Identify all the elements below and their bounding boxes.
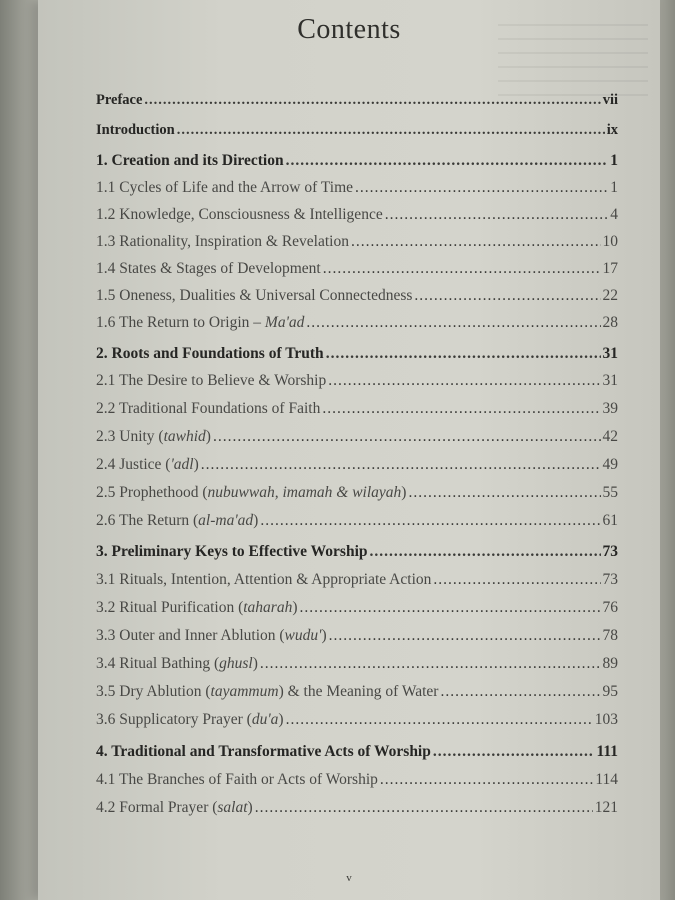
- toc-entry: [96, 399, 618, 419]
- toc-title-text: 1.3 Rationality, Inspiration & Revelation: [96, 233, 349, 250]
- toc-entry-title: [96, 90, 142, 110]
- toc-section-entry: [96, 120, 618, 140]
- dot-leader: [370, 542, 601, 562]
- toc-title-text: 4.2 Formal Prayer (: [96, 799, 218, 816]
- dot-leader: [260, 511, 600, 531]
- toc-entry: [96, 313, 618, 333]
- toc-title-italic: nubuwwah, imamah & wilayah: [207, 484, 402, 501]
- toc-entry: [96, 654, 618, 674]
- toc-entry: [96, 710, 618, 730]
- dot-leader: [255, 798, 593, 818]
- toc-entry: [96, 682, 618, 702]
- toc-page-number: 49: [602, 456, 618, 473]
- dot-leader: [201, 455, 601, 475]
- toc-entry-title: [96, 710, 284, 730]
- toc-entry-title: [96, 344, 324, 364]
- toc-entry-title: [96, 511, 258, 531]
- toc-title-text-suffix: ) & the Meaning of Water: [278, 683, 439, 700]
- toc-title-italic: tawhid: [163, 428, 206, 445]
- toc-page-number: 89: [602, 655, 618, 672]
- dot-leader: [286, 151, 609, 171]
- toc-entry-title: [96, 178, 353, 198]
- toc-entry: [96, 455, 618, 475]
- toc-page-number: 61: [602, 512, 618, 529]
- toc-title-text: 3. Preliminary Keys to Effective Worship: [96, 543, 368, 560]
- toc-entry: [96, 286, 618, 306]
- toc-section-entry: [96, 151, 618, 171]
- toc-entry-title: [96, 483, 406, 503]
- toc-title-text: 1.1 Cycles of Life and the Arrow of Time: [96, 179, 354, 196]
- toc-page-number: 42: [602, 428, 618, 445]
- toc-title-text: 3.3 Outer and Inner Ablution (: [96, 627, 285, 644]
- toc-title-text: 1. Creation and its Direction: [96, 152, 284, 169]
- dot-leader: [323, 259, 601, 279]
- toc-entry-title: [96, 455, 199, 475]
- toc-page-number: 114: [595, 771, 618, 788]
- toc-entry: [96, 371, 618, 391]
- toc-entry-title: [96, 120, 175, 140]
- toc-entry: [96, 626, 618, 646]
- toc-title-italic: 'adl: [170, 456, 194, 473]
- toc-title-italic: al-ma'ad: [198, 512, 254, 529]
- toc-entry: [96, 483, 618, 503]
- dot-leader: [144, 90, 600, 110]
- dot-leader: [213, 427, 601, 447]
- toc-page-number: 111: [596, 743, 618, 760]
- toc-title-text: 1.5 Oneness, Dualities & Universal Connectedness: [96, 287, 413, 304]
- toc-page-number: 10: [602, 233, 618, 250]
- toc-title-text: 4. Traditional and Transformative Acts of Worship: [96, 743, 431, 760]
- toc-title-text: Preface: [96, 92, 143, 108]
- dot-leader: [380, 770, 593, 790]
- toc-page-number: ix: [606, 122, 618, 138]
- dot-leader: [351, 232, 601, 252]
- toc-title-italic: du'a: [251, 711, 279, 728]
- toc-title-text: 4.1 The Branches of Faith or Acts of Worship: [96, 771, 378, 788]
- toc-entry-title: [96, 682, 438, 702]
- toc-entry: [96, 205, 618, 225]
- toc-entry-title: [96, 770, 378, 790]
- toc-page-number: 22: [602, 287, 618, 304]
- toc-title-text: 2.3 Unity (: [96, 428, 164, 445]
- toc-entry: [96, 511, 618, 531]
- dot-leader: [177, 120, 605, 140]
- toc-page-number: 1: [610, 179, 618, 196]
- toc-page-number: 17: [602, 260, 618, 277]
- toc-title-text-suffix: ): [205, 428, 211, 445]
- toc-page-number: 121: [594, 799, 618, 816]
- toc-title-text: 2.2 Traditional Foundations of Faith: [96, 400, 321, 417]
- dot-leader: [433, 570, 600, 590]
- toc-entry-title: [96, 654, 258, 674]
- toc-page-number: 39: [602, 400, 618, 417]
- toc-title-text-suffix: ): [252, 655, 258, 672]
- toc-page-number: vii: [602, 92, 618, 108]
- toc-section-entry: [96, 742, 618, 762]
- toc-title-text-suffix: ): [401, 484, 407, 501]
- toc-page-number: 1: [610, 152, 618, 169]
- toc-entry-title: [96, 399, 320, 419]
- toc-section-entry: [96, 542, 618, 562]
- dot-leader: [440, 682, 600, 702]
- toc-title-text-suffix: ): [193, 456, 199, 473]
- dot-leader: [306, 313, 600, 333]
- toc-page-number: 95: [602, 683, 618, 700]
- toc-entry: [96, 798, 618, 818]
- toc-page-number: 55: [602, 484, 618, 501]
- toc-title-italic: ghusl: [219, 655, 253, 672]
- toc-title-text: 1.6 The Return to Origin –: [96, 314, 265, 331]
- dot-leader: [433, 742, 595, 762]
- toc-entry-title: [96, 259, 321, 279]
- toc-entry-title: [96, 742, 431, 762]
- dot-leader: [385, 205, 609, 225]
- toc-entry-title: [96, 313, 304, 333]
- dot-leader: [355, 178, 608, 198]
- toc-title-text-suffix: ): [278, 711, 284, 728]
- toc-entry-title: [96, 570, 431, 590]
- toc-entry: [96, 570, 618, 590]
- page-title: Contents: [297, 14, 401, 45]
- book-page: [38, 0, 660, 900]
- toc-title-italic: salat: [217, 799, 248, 816]
- toc-title-text: 1.2 Knowledge, Consciousness & Intelligence: [96, 206, 383, 223]
- toc-title-text: 2.6 The Return (: [96, 512, 199, 529]
- toc-title-italic: tayammum: [210, 683, 279, 700]
- toc-entry: [96, 178, 618, 198]
- toc-title-text: 3.6 Supplicatory Prayer (: [96, 711, 252, 728]
- toc-title-text: Introduction: [96, 122, 175, 138]
- toc-page-number: 78: [602, 627, 618, 644]
- toc-title-italic: Ma'ad: [264, 314, 305, 331]
- toc-entry-title: [96, 205, 383, 225]
- toc-page-number: 73: [602, 543, 618, 560]
- toc-entry: [96, 232, 618, 252]
- toc-entry-title: [96, 371, 326, 391]
- toc-title-text: 3.4 Ritual Bathing (: [96, 655, 220, 672]
- toc-entry: [96, 259, 618, 279]
- toc-title-text: 2.1 The Desire to Believe & Worship: [96, 372, 327, 389]
- toc-entry-title: [96, 286, 412, 306]
- dot-leader: [300, 598, 601, 618]
- toc-title-text: 3.5 Dry Ablution (: [96, 683, 211, 700]
- toc-entry: [96, 427, 618, 447]
- toc-entry-title: [96, 626, 327, 646]
- dot-leader: [260, 654, 601, 674]
- toc-entry: [96, 598, 618, 618]
- dot-leader: [414, 286, 600, 306]
- toc-page-number: 103: [594, 711, 618, 728]
- dot-leader: [286, 710, 593, 730]
- toc-title-text: 2. Roots and Foundations of Truth: [96, 345, 324, 362]
- dot-leader: [328, 371, 600, 391]
- toc-title-text: 1.4 States & Stages of Development: [96, 260, 321, 277]
- toc-title-text-suffix: ): [253, 512, 259, 529]
- toc-title-italic: taharah: [243, 599, 293, 616]
- toc-entry-title: [96, 542, 368, 562]
- toc-entry-title: [96, 598, 298, 618]
- toc-entry-title: [96, 232, 349, 252]
- toc-title-text-suffix: ): [292, 599, 298, 616]
- toc-title-text: 3.1 Rituals, Intention, Attention & Appropriate Action: [96, 571, 432, 588]
- toc-entry-title: [96, 427, 211, 447]
- toc-entry: [96, 770, 618, 790]
- toc-page-number: 31: [602, 345, 618, 362]
- toc-title-text-suffix: ): [247, 799, 253, 816]
- toc-entry-title: [96, 151, 284, 171]
- dot-leader: [408, 483, 600, 503]
- toc-title-text-suffix: ): [321, 627, 327, 644]
- toc-title-text: 2.4 Justice (: [96, 456, 171, 473]
- toc-title-text: 2.5 Prophethood (: [96, 484, 208, 501]
- page-number: v: [346, 872, 352, 884]
- toc-page-number: 31: [602, 372, 618, 389]
- toc-title-text: 3.2 Ritual Purification (: [96, 599, 244, 616]
- dot-leader: [326, 344, 601, 364]
- toc-title-italic: wudu': [284, 627, 322, 644]
- toc-page-number: 28: [602, 314, 618, 331]
- toc-section-entry: [96, 90, 618, 110]
- dot-leader: [329, 626, 601, 646]
- toc-section-entry: [96, 344, 618, 364]
- toc-page-number: 4: [610, 206, 618, 223]
- toc-page-number: 76: [602, 599, 618, 616]
- toc-page-number: 73: [602, 571, 618, 588]
- toc-entry-title: [96, 798, 253, 818]
- dot-leader: [322, 399, 600, 419]
